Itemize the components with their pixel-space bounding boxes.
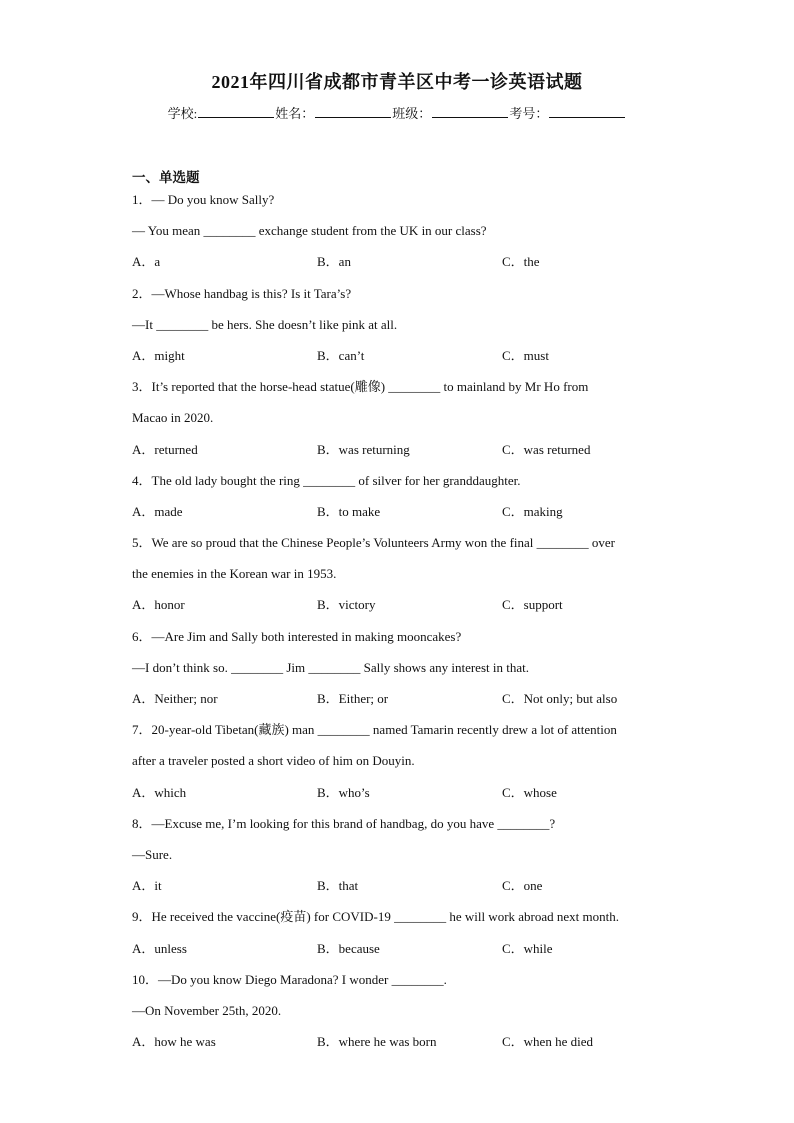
- question-3-options: [132, 438, 672, 469]
- option-b[interactable]: B．that: [317, 878, 359, 894]
- question-8-stem: 8．—Excuse me, I’m looking for this brand of handbag, do you have ________?: [132, 815, 556, 831]
- school-label: 学校:: [167, 106, 198, 121]
- question-1-stem-2: — You mean ________ exchange student from the UK in our class?: [132, 223, 487, 239]
- question-2-options: [132, 344, 672, 375]
- option-a[interactable]: A．made: [132, 503, 183, 519]
- question-5-stem: 5．We are so proud that the Chinese People’s Volunteers Army won the final ________ over: [132, 535, 615, 551]
- question-5-stem-2: the enemies in the Korean war in 1953.: [132, 566, 337, 582]
- question-1-options: [132, 250, 672, 281]
- question-8-options: [132, 874, 672, 905]
- question-7-stem: 7．20-year-old Tibetan(藏族) man ________ named Tamarin recently drew a lot of attention: [132, 722, 617, 738]
- question-3-stem: 3．It’s reported that the horse-head statue(雕像) ________ to mainland by Mr Ho from: [132, 379, 589, 395]
- exam-number-label: 考号：: [509, 106, 549, 121]
- option-a[interactable]: A．honor: [132, 597, 185, 613]
- student-info-row: [0, 103, 794, 122]
- school-blank[interactable]: [198, 105, 274, 118]
- exam-number-blank[interactable]: [549, 105, 625, 118]
- option-c[interactable]: C．Not only; but also: [502, 691, 618, 706]
- option-b[interactable]: B．an: [317, 254, 351, 270]
- class-label: 班级：: [392, 106, 432, 121]
- option-a[interactable]: A．how he was: [132, 1034, 216, 1050]
- option-a[interactable]: A．returned: [132, 441, 198, 457]
- question-6-stem-2: —I don’t think so. ________ Jim ________ Sally shows any interest in that.: [132, 659, 529, 675]
- option-a[interactable]: A．it: [132, 878, 162, 894]
- question-7-options: [132, 781, 672, 812]
- class-blank[interactable]: [432, 105, 508, 118]
- option-c[interactable]: C．must: [502, 347, 549, 363]
- option-b[interactable]: B．because: [317, 940, 380, 956]
- question-3-stem-2: Macao in 2020.: [132, 410, 214, 426]
- question-2-stem: 2．—Whose handbag is this? Is it Tara’s?: [132, 285, 352, 301]
- option-b[interactable]: B．was returning: [317, 441, 410, 457]
- question-2-stem-2: —It ________ be hers. She doesn’t like pink at all.: [132, 316, 398, 332]
- question-9-stem: 9．He received the vaccine(疫苗) for COVID-19 ________ he will work abroad next month.: [132, 909, 619, 925]
- name-blank[interactable]: [315, 105, 391, 118]
- option-a[interactable]: A．a: [132, 254, 161, 270]
- question-6-options: [132, 687, 672, 718]
- option-a[interactable]: A．unless: [132, 940, 187, 956]
- question-7-stem-2: after a traveler posted a short video of him on Douyin.: [132, 753, 415, 769]
- question-8-stem-2: —Sure.: [132, 846, 173, 862]
- option-b[interactable]: B．to make: [317, 503, 381, 519]
- option-a[interactable]: A．Neither; nor: [132, 691, 218, 706]
- option-c[interactable]: C．while: [502, 940, 553, 956]
- option-b[interactable]: B．where he was born: [317, 1034, 437, 1050]
- option-c[interactable]: C．making: [502, 503, 563, 519]
- option-b[interactable]: B．can’t: [317, 347, 365, 363]
- question-list: [132, 188, 672, 1061]
- question-4-options: [132, 500, 672, 531]
- question-10-stem-2: —On November 25th, 2020.: [132, 1002, 282, 1018]
- option-b[interactable]: B．who’s: [317, 784, 370, 800]
- question-9-options: [132, 937, 672, 968]
- option-b[interactable]: B．victory: [317, 597, 376, 613]
- question-10-stem: 10．—Do you know Diego Maradona? I wonder ________.: [132, 971, 447, 987]
- question-6-stem: 6．—Are Jim and Sally both interested in making mooncakes?: [132, 628, 462, 644]
- option-c[interactable]: C．was returned: [502, 441, 591, 457]
- option-c[interactable]: C．the: [502, 254, 540, 270]
- question-10-options: [132, 1030, 672, 1061]
- option-b[interactable]: B．Either; or: [317, 691, 389, 706]
- option-c[interactable]: C．when he died: [502, 1034, 593, 1050]
- section-title: 一、单选题: [132, 170, 200, 186]
- exam-title: 2021年四川省成都市青羊区中考一诊英语试题: [211, 72, 583, 92]
- option-a[interactable]: A．might: [132, 347, 185, 363]
- question-4-stem: 4．The old lady bought the ring ________ of silver for her granddaughter.: [132, 472, 521, 488]
- question-5-options: [132, 593, 672, 624]
- option-c[interactable]: C．support: [502, 597, 563, 613]
- question-1-stem: 1．— Do you know Sally?: [132, 192, 275, 207]
- option-c[interactable]: C．whose: [502, 784, 557, 800]
- option-a[interactable]: A．which: [132, 784, 187, 800]
- option-c[interactable]: C．one: [502, 878, 543, 894]
- name-label: 姓名：: [275, 106, 315, 121]
